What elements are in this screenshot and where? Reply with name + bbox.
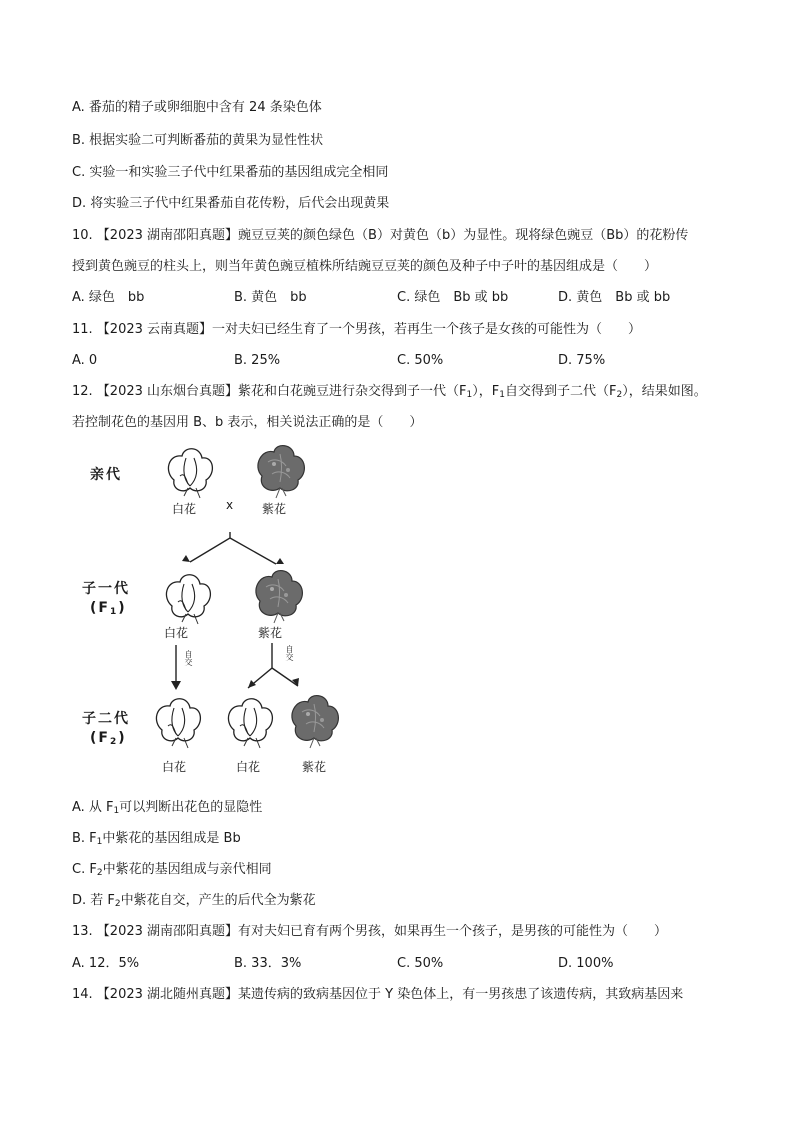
cross-lines: [190, 532, 276, 564]
q10-option-d: D. 黄色 Bb 或 bb: [558, 290, 671, 305]
q9-option-c: C. 实验一和实验三子代中红果番茄的基因组成完全相同: [72, 165, 389, 180]
q11-stem: 11. 【2023 云南真题】一对夫妇已经生育了一个男孩，若再生一个孩子是女孩的可能性为（ ）: [72, 322, 642, 337]
q12-option-d: D. 若 $F_2$中紫花自交，产生的后代全为紫花: [72, 893, 316, 909]
q11-option-d: D. 75%: [558, 353, 606, 368]
parent-purple-label: 紫花: [262, 502, 287, 516]
f2-purple-flower: [292, 696, 338, 748]
generation-f2-symbol: $(F_2)$: [90, 730, 127, 747]
generation-f1-symbol: $(F_1)$: [90, 600, 127, 617]
f1-white-label: 白花: [164, 626, 189, 640]
q11-option-b: B. 25%: [234, 353, 281, 368]
q12-option-c: C. $F_2$中紫花的基因组成与亲代相同: [72, 862, 272, 878]
generation-p-label: 亲代: [90, 467, 122, 483]
cross-symbol: x: [226, 498, 234, 512]
q12-stem-line2: 若控制花色的基因用 B、b 表示，相关说法正确的是（ ）: [72, 415, 423, 430]
q10-option-b: B. 黄色 bb: [234, 290, 307, 305]
q11-option-c: C. 50%: [397, 353, 444, 368]
generation-f2-label: 子二代: [82, 711, 130, 727]
q10-stem-line2: 授到黄色豌豆的柱头上，则当年黄色豌豆植株所结豌豆豆荚的颜色及种子中子叶的基因组成是（ ）: [72, 259, 658, 274]
f2-white-flower-1: [156, 699, 200, 748]
q13-option-d: D. 100%: [558, 956, 614, 971]
q12-option-b: B. $F_1$中紫花的基因组成是 Bb: [72, 831, 241, 847]
q9-option-a: A. 番茄的精子或卵细胞中含有 24 条染色体: [72, 100, 322, 115]
parent-purple-flower: [258, 446, 304, 498]
q9-option-d: D. 将实验三子代中红果番茄自花传粉，后代会出现黄果: [72, 196, 390, 211]
q10-option-a: A. 绿色 bb: [72, 290, 145, 305]
q12-stem-line1: 12. 【2023 山东烟台真题】紫花和白花豌豆进行杂交得到子一代$(F_1)$，$F_1$自交得到子二代$(F_2)$，结果如图。: [72, 384, 707, 400]
generation-f1-label: 子一代: [82, 581, 130, 597]
parent-white-label: 白花: [172, 502, 197, 516]
q12-option-a: A. 从 $F_1$可以判断出花色的显隐性: [72, 800, 263, 816]
selfing-label-2: 自交: [285, 645, 294, 661]
f2-white-label-2: 白花: [236, 760, 261, 774]
q13-option-c: C. 50%: [397, 956, 444, 971]
q10-stem-line1: 10. 【2023 湖南邵阳真题】豌豆豆荚的颜色绿色（B）对黄色（b）为显性。现将绿色豌豆（Bb）的花粉传: [72, 228, 689, 243]
q9-option-b: B. 根据实验二可判断番茄的黄果为显性性状: [72, 133, 324, 148]
f2-white-label-1: 白花: [162, 760, 187, 774]
f2-white-flower-2: [228, 699, 272, 748]
q11-option-a: A. 0: [72, 353, 98, 368]
q10-option-c: C. 绿色 Bb 或 bb: [397, 290, 509, 305]
q13-option-a: A. 12．5%: [72, 956, 140, 971]
inheritance-diagram: [72, 440, 372, 785]
q13-stem: 13. 【2023 湖南邵阳真题】有对夫妇已育有两个男孩，如果再生一个孩子，是男孩的可能性为（ ）: [72, 924, 668, 939]
q13-option-b: B. 33．3%: [234, 956, 302, 971]
f2-purple-label: 紫花: [302, 760, 327, 774]
f1-purple-label: 紫花: [258, 626, 283, 640]
parent-white-flower: [168, 449, 212, 498]
f1-purple-flower: [256, 571, 302, 623]
f1-white-flower: [166, 575, 210, 624]
q14-stem: 14. 【2023 湖北随州真题】某遗传病的致病基因位于 Y 染色体上，有一男孩患了该遗传病，其致病基因来: [72, 987, 684, 1002]
selfing-label-1: 自交: [184, 650, 193, 666]
